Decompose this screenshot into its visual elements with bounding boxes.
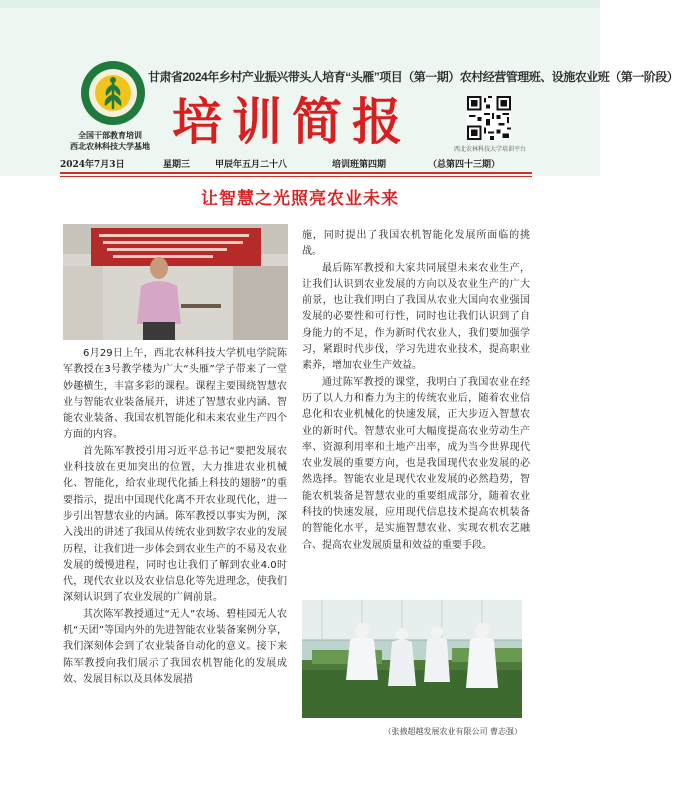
article-right-column	[302, 228, 530, 554]
issue-date: 2024年7月3日	[60, 160, 125, 170]
qr-code-icon	[467, 96, 511, 140]
university-logo	[80, 60, 146, 126]
top-strip	[0, 0, 600, 8]
issue-number: 培训班第四期	[332, 160, 387, 170]
masthead-title: 培训简报	[172, 92, 412, 151]
article-paragraph: 施，同时提出了我国农机智能化发展所面临的挑战。	[302, 230, 530, 258]
weekday: 星期三	[163, 160, 191, 170]
article-paragraph: 首先陈军教授引用习近平总书记“要把发展农业科技放在更加突出的位置，大力推进农业机械化、智能化，给农业现代化插上科技的翅膀”的重要指示，提出中国现代化离不开农业现代化，进一步引出智慧农业的内涵。陈军教授以事实为例，深入浅出的讲述了我国从传统农业到数字农业的发展历程，让我们进一步体会到农业生产的不易及农业发展的缓慢进程，同时也让我们了解到农业4.0时代，现代农业以及农业信息化等先进理念，使我们深刻认识到了农业发展的广阔前景。	[63, 445, 287, 604]
photo-caption: （张掖超越发展农业有限公司 曹志强）	[383, 727, 522, 736]
training-base-line1: 全国干部教育培训	[78, 130, 142, 140]
header-rule	[60, 172, 532, 174]
greenhouse-photo	[302, 600, 522, 718]
project-title: 甘肃省2024年乡村产业振兴带头人培育“头雁”项目（第一期）农村经营管理班、设施农业班（第一阶段）	[148, 70, 678, 84]
article-paragraph: 其次陈军教授通过“无人”农场、碧桂园无人农机“天团”等国内外的先进智能农业装备案例分享，我们深刻体会到了农业装备自动化的意义。接下来陈军教授向我们展示了我国农机智能化的发展成效、发展目标以及具体发展措	[63, 608, 287, 685]
article-left-column	[63, 346, 287, 688]
lecture-photo	[63, 224, 288, 340]
date-bar	[60, 157, 530, 169]
article-title: 让智慧之光照亮农业未来	[201, 189, 399, 209]
header-rule-thin	[60, 176, 532, 177]
article-paragraph: 6月29日上午，西北农林科技大学机电学院陈军教授在3号教学楼为广大“头雁”学子带来了一堂妙趣横生，丰富多彩的课程。课程主要围绕智慧农业与智能农业装备展开，讲述了智慧农业内涵、智能农业装备、我国农机智能化和未来农业生产四个方面的内容。	[63, 348, 287, 441]
qr-caption: 西北农林科技大学培训平台	[453, 146, 526, 153]
article-paragraph: 最后陈军教授和大家共同展望未来农业生产，让我们认识到农业发展的方向以及农业生产的广大前景，也让我们明白了我国从农业大国向农业强国发展的必要性和可行性，同时也让我们认识到了自身能力的不足，作为新时代农业人，我们要加强学习，紧跟时代步伐，学习先进农业技术，提高职业素养，增加农业生产效益。	[302, 262, 530, 372]
total-issue: （总第四十三期）	[428, 160, 501, 170]
article-paragraph: 通过陈军教授的课堂，我明白了我国农业在经历了以人力和畜力为主的传统农业后，随着农业信息化和农业机械化的快速发展，正大步迈入智慧农业的新时代。智慧农业可大幅度提高农业劳动生产率、资源利用率和土地产出率，成为当今世界现代农业发展的重要方向，也是我国现代农业发展的必然选择。智能农业是现代农业发展的必然趋势，智能农机装备是智慧农业的重要组成部分，随着农业科技的快速发展，应用现代信息技术提高农机装备的智能化水平，是实施智慧农业、实现农机农艺融合、提高农业发展质量和效益的重要手段。	[302, 376, 530, 551]
training-base-line2: 西北农林科技大学基地	[70, 141, 150, 151]
lunar-date: 甲辰年五月二十八	[215, 160, 288, 170]
